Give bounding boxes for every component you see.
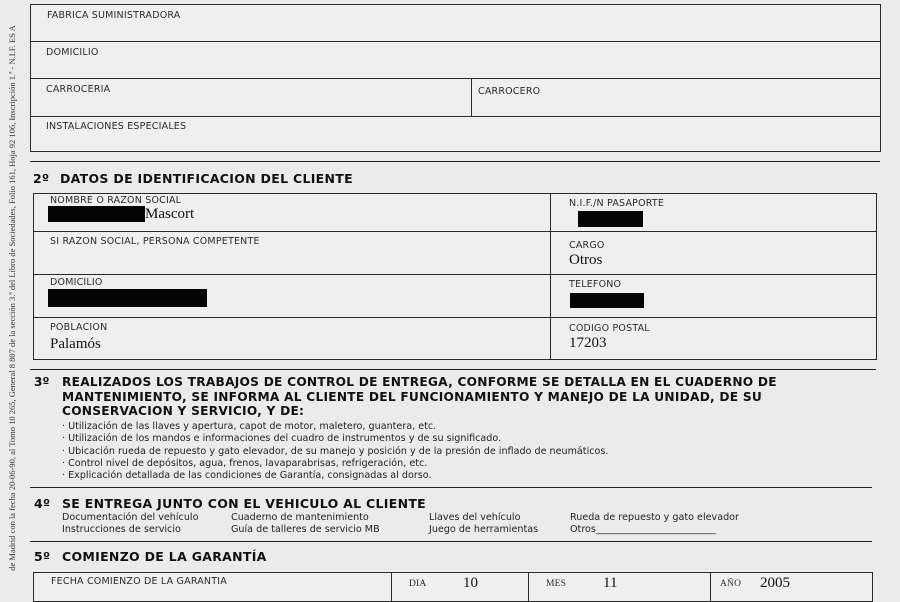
dia-value: 10 xyxy=(463,575,478,591)
delivered-item: Guía de talleres de servicio MB xyxy=(231,524,380,535)
redacted-phone xyxy=(570,293,644,308)
registry-margin-text: de Madrid con la fecha 20-06-90, al Tomo 10 265, General 8 807 de la sección 3.ª del Libro de Sociedades, Folio 161, Hoja 92 106, Inscripción 1.ª - N.I.F. ES A xyxy=(7,25,17,571)
list-item: · Utilización de los mandos e informaciones del cuadro de instrumentos y de su significado. xyxy=(62,433,502,445)
delivered-item: Rueda de repuesto y gato elevador xyxy=(570,512,739,523)
divider xyxy=(30,78,881,79)
divider xyxy=(33,274,877,275)
section3-title: REALIZADOS LOS TRABAJOS DE CONTROL DE ENTREGA, CONFORME SE DETALLA EN EL CUADERNO DE MANTENIMIENTO, SE INFORMA AL CLIENTE DEL FUNCIONAMIENTO Y MANEJO DE LA UNIDAD, DE SU CONSERVACION Y SERVICIO, Y DE: xyxy=(62,375,777,418)
section-rule xyxy=(30,161,880,162)
telefono-label: TELEFONO xyxy=(569,279,622,290)
section-rule xyxy=(30,541,872,542)
delivered-item: Documentación del vehículo xyxy=(62,512,199,523)
razon-label: SI RAZON SOCIAL, PERSONA COMPETENTE xyxy=(50,236,260,247)
delivered-item: Juego de herramientas xyxy=(429,524,539,535)
divider xyxy=(30,116,881,117)
divider xyxy=(550,193,551,360)
list-item: · Ubicación rueda de repuesto y gato elevador, de su manejo y posición y de la presión de inflado de neumáticos. xyxy=(62,445,609,457)
divider xyxy=(33,231,877,232)
poblacion-label: POBLACION xyxy=(50,322,108,333)
anio-value: 2005 xyxy=(760,575,790,591)
section2-number: 2º xyxy=(33,171,50,186)
fabrica-label: FABRICA SUMINISTRADORA xyxy=(47,10,181,21)
section3-number: 3º xyxy=(34,375,50,389)
cargo-value: Otros xyxy=(569,252,603,268)
dia-label: DIA xyxy=(409,579,427,589)
carrocero-label: CARROCERO xyxy=(478,86,541,97)
cp-label: CODIGO POSTAL xyxy=(569,323,650,334)
divider xyxy=(471,78,472,116)
nif-label: N.I.F./N PASAPORTE xyxy=(569,198,665,209)
section-rule xyxy=(30,487,872,488)
section4-title: SE ENTREGA JUNTO CON EL VEHICULO AL CLIENTE xyxy=(62,496,426,511)
divider xyxy=(33,317,877,318)
redacted-nif xyxy=(578,211,643,227)
cargo-label: CARGO xyxy=(569,240,605,251)
nombre-label: NOMBRE O RAZON SOCIAL xyxy=(50,195,182,206)
section3-list xyxy=(62,421,608,482)
poblacion-value: Palamós xyxy=(50,336,101,352)
section4-number: 4º xyxy=(34,496,51,511)
delivered-item: Llaves del vehículo xyxy=(429,512,521,523)
redacted-address xyxy=(48,289,207,307)
section-rule xyxy=(30,369,876,370)
anio-label: AÑO xyxy=(720,579,742,589)
divider xyxy=(30,41,881,42)
domicilio-client-label: DOMICILIO xyxy=(50,277,103,288)
delivered-item: Otros_________________________ xyxy=(570,524,716,535)
section5-title: COMIENZO DE LA GARANTÍA xyxy=(62,549,267,564)
carroceria-label: CARROCERIA xyxy=(46,84,111,95)
list-item: · Explicación detallada de las condiciones de Garantía, consignadas al dorso. xyxy=(62,470,432,482)
instalaciones-label: INSTALACIONES ESPECIALES xyxy=(46,121,187,132)
delivered-item: Cuaderno de mantenimiento xyxy=(231,512,369,523)
delivered-item: Instrucciones de servicio xyxy=(62,524,181,535)
section5-number: 5º xyxy=(34,549,51,564)
mes-value: 11 xyxy=(603,575,618,591)
list-item: · Control nivel de depósitos, agua, frenos, lavaparabrisas, refrigeración, etc. xyxy=(62,457,428,469)
redacted-name xyxy=(48,206,145,222)
nombre-value: Mascort xyxy=(145,206,195,222)
fecha-label: FECHA COMIENZO DE LA GARANTIA xyxy=(51,576,227,587)
section2-title: DATOS DE IDENTIFICACION DEL CLIENTE xyxy=(60,171,353,186)
cp-value: 17203 xyxy=(569,335,607,351)
domicilio-supplier-label: DOMICILIO xyxy=(46,47,99,58)
mes-label: MES xyxy=(546,579,567,589)
list-item: · Utilización de las llaves y apertura, capot de motor, maletero, guantera, etc. xyxy=(62,421,437,432)
